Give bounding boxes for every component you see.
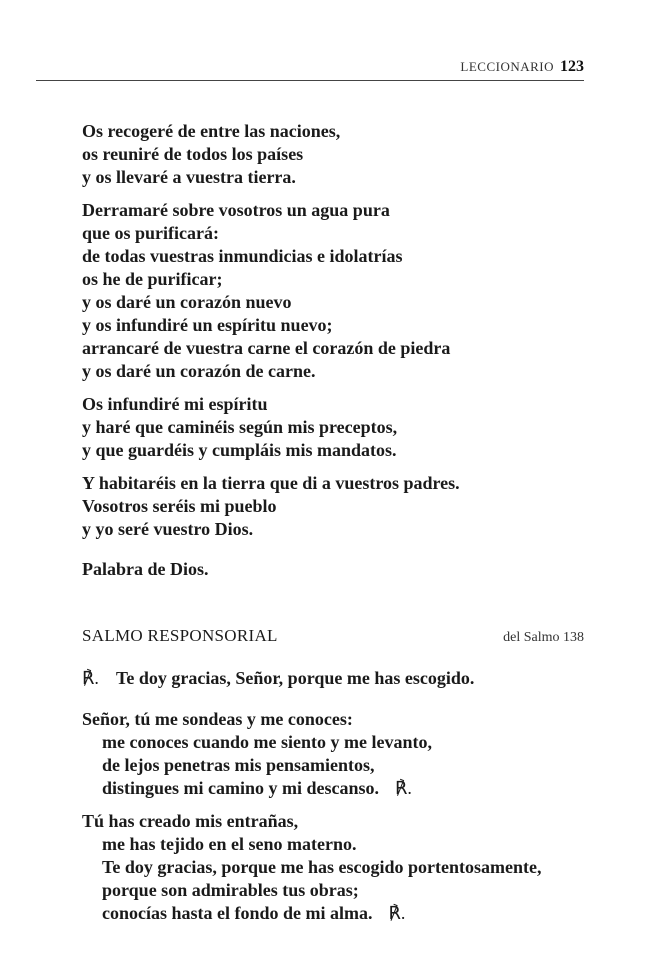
verse-line: Tú has creado mis entrañas, <box>82 811 299 831</box>
psalm-heading <box>82 626 584 646</box>
psalm-stanza-2 <box>82 810 602 925</box>
response-symbol: ℟. <box>82 668 99 688</box>
verse-line: y haré que caminéis según mis preceptos, <box>82 417 398 437</box>
psalm-text <box>82 667 602 935</box>
verse-line: de lejos penetras mis pensamientos, <box>102 755 375 775</box>
verse-line <box>82 777 602 800</box>
verse-line: y yo seré vuestro Dios. <box>82 519 254 539</box>
verse-line: y que guardéis y cumpláis mis mandatos. <box>82 440 397 460</box>
page-header <box>36 58 584 76</box>
refrain-text: Te doy gracias, Señor, porque me has escogido. <box>116 668 475 688</box>
psalm-refrain <box>82 667 602 690</box>
verse-line: y os infundiré un espíritu nuevo; <box>82 315 333 335</box>
reading-text <box>82 120 602 551</box>
verse-line: Te doy gracias, porque me has escogido portentosamente, <box>102 857 542 877</box>
running-head: LECCIONARIO <box>460 59 554 74</box>
reading-stanza-3 <box>82 393 602 462</box>
reading-stanza-4 <box>82 472 602 541</box>
verse-line: Derramaré sobre vosotros un agua pura <box>82 200 390 220</box>
verse-line: porque son admirables tus obras; <box>102 880 359 900</box>
verse-line: Señor, tú me sondeas y me conoces: <box>82 709 353 729</box>
verse-line: me conoces cuando me siento y me levanto, <box>102 732 432 752</box>
verse-text: conocías hasta el fondo de mi alma. <box>102 903 373 923</box>
verse-line: Os recogeré de entre las naciones, <box>82 121 341 141</box>
page-number: 123 <box>560 58 584 75</box>
reading-stanza-2 <box>82 199 602 383</box>
verse-line: os he de purificar; <box>82 269 223 289</box>
response-symbol: ℟. <box>388 903 406 923</box>
verse-line: arrancaré de vuestra carne el corazón de piedra <box>82 338 451 358</box>
verse-line: que os purificará: <box>82 223 219 243</box>
verse-line: Y habitaréis en la tierra que di a vuestros padres. <box>82 473 460 493</box>
verse-line: y os daré un corazón de carne. <box>82 361 316 381</box>
response-symbol: ℟. <box>395 778 412 798</box>
verse-line: y os llevaré a vuestra tierra. <box>82 167 296 187</box>
verse-line: y os daré un corazón nuevo <box>82 292 292 312</box>
verse-line: Vosotros seréis mi pueblo <box>82 496 277 516</box>
psalm-stanza-1 <box>82 708 602 800</box>
verse-line: me has tejido en el seno materno. <box>102 834 357 854</box>
reading-stanza-1 <box>82 120 602 189</box>
verse-text: distingues mi camino y mi descanso. <box>102 778 380 798</box>
header-rule <box>36 80 584 81</box>
psalm-source: del Salmo 138 <box>503 630 584 645</box>
verse-line <box>82 902 602 925</box>
verse-line: os reuniré de todos los países <box>82 144 304 164</box>
psalm-title: SALMO RESPONSORIAL <box>82 626 278 645</box>
verse-line: de todas vuestras inmundicias e idolatrías <box>82 246 403 266</box>
closing-acclamation: Palabra de Dios. <box>82 559 209 579</box>
verse-line: Os infundiré mi espíritu <box>82 394 268 414</box>
